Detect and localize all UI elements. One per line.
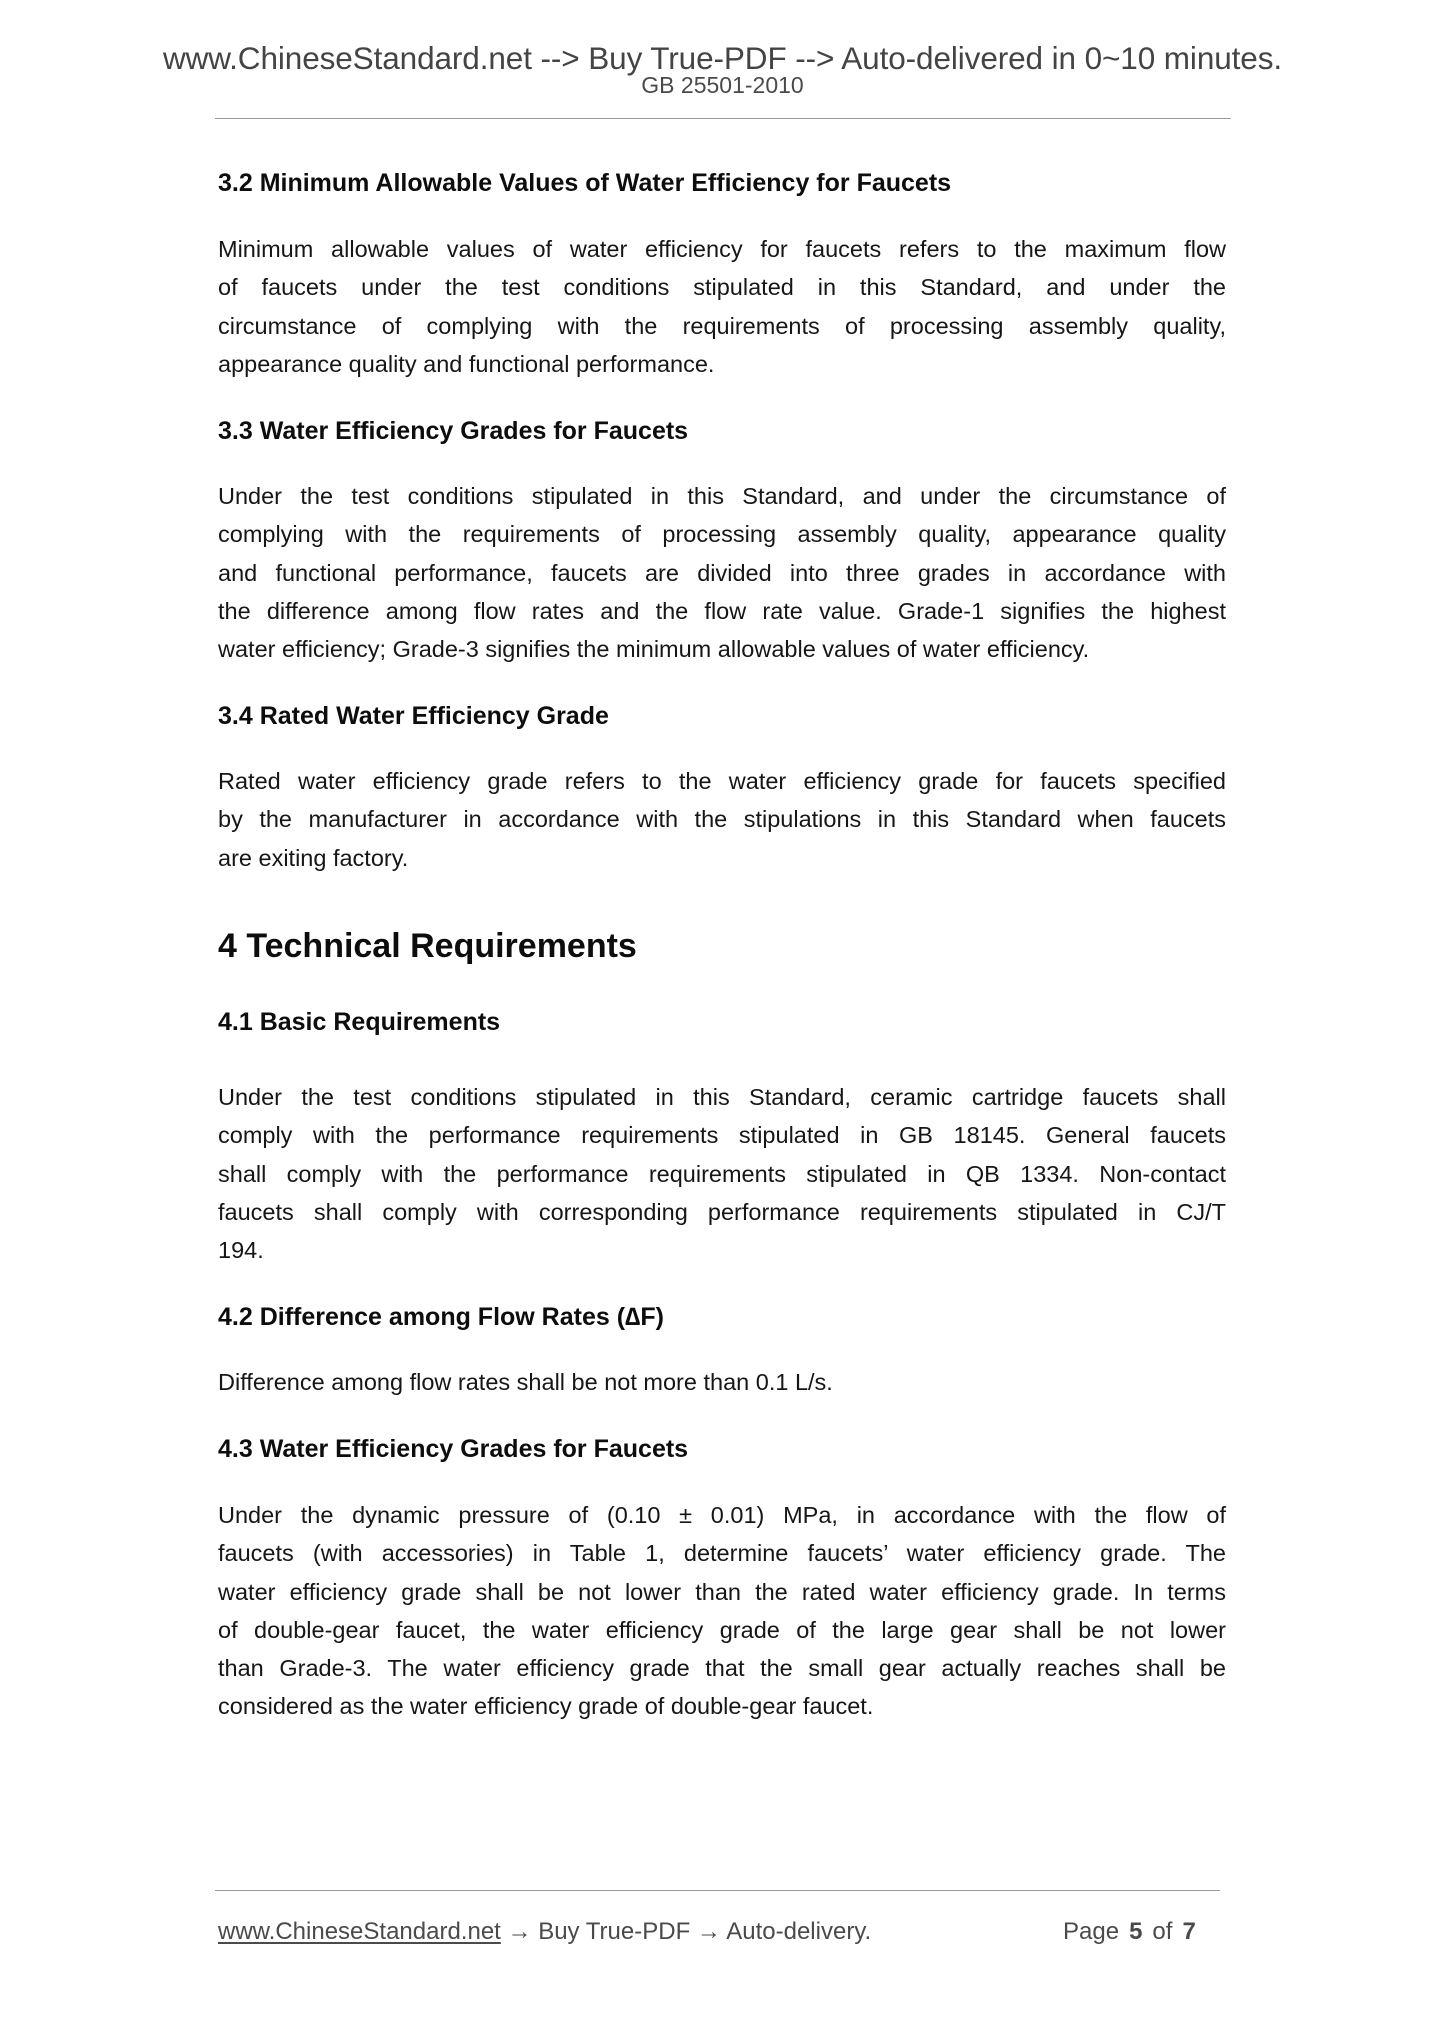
- text-line: 194.: [218, 1237, 264, 1264]
- heading-3-2: 3.2 Minimum Allowable Values of Water Efficiency for Faucets: [218, 169, 952, 197]
- arrow-right-icon: →: [507, 1918, 532, 1945]
- text-line: are exiting factory.: [218, 844, 409, 871]
- paragraph-4-1: [218, 1078, 1226, 1269]
- heading-4-2: 4.2 Difference among Flow Rates (∆F): [218, 1303, 664, 1331]
- text-line: than Grade-3. The water efficiency grade that the small gear actually reaches shall be: [218, 1655, 1226, 1682]
- standard-number: GB 25501-2010: [641, 72, 804, 98]
- heading-4-3: 4.3 Water Efficiency Grades for Faucets: [218, 1435, 689, 1463]
- text-line: Under the test conditions stipulated in this Standard, ceramic cartridge faucets shall: [218, 1084, 1226, 1110]
- text-line: considered as the water efficiency grade of double-gear faucet.: [218, 1693, 874, 1720]
- text-line: faucets shall comply with corresponding performance requirements stipulated in CJ/T: [218, 1198, 1226, 1225]
- footer-divider: [215, 1890, 1220, 1891]
- heading-4-1: 4.1 Basic Requirements: [218, 1008, 501, 1036]
- header-divider: [215, 118, 1231, 119]
- page-of-label: of: [1152, 1918, 1173, 1945]
- text-line: and functional performance, faucets are divided into three grades in accordance with: [218, 559, 1226, 586]
- text-line: water efficiency; Grade-3 signifies the minimum allowable values of water efficiency.: [218, 636, 1090, 663]
- paragraph-4-3: [218, 1496, 1226, 1726]
- text-line: the difference among flow rates and the flow rate value. Grade-1 signifies the highest: [218, 597, 1226, 624]
- text-line: shall comply with the performance requirements stipulated in QB 1334. Non-contact: [218, 1160, 1226, 1187]
- text-line: comply with the performance requirements stipulated in GB 18145. General faucets: [218, 1122, 1226, 1149]
- text-line: faucets (with accessories) in Table 1, determine faucets’ water efficiency grade. The: [218, 1540, 1226, 1567]
- paragraph-3-3: [218, 477, 1226, 668]
- footer-promo: [218, 1917, 871, 1947]
- heading-3-4: 3.4 Rated Water Efficiency Grade: [218, 702, 609, 730]
- heading-3-3: 3.3 Water Efficiency Grades for Faucets: [218, 417, 689, 445]
- header-banner: www.ChineseStandard.net --> Buy True-PDF --> Auto-delivered in 0~10 minutes.: [162, 40, 1283, 76]
- text-line: Rated water efficiency grade refers to the water efficiency grade for faucets specified: [218, 768, 1226, 794]
- arrow-right-icon: →: [696, 1918, 721, 1945]
- text-line: Difference among flow rates shall be not more than 0.1 L/s.: [218, 1369, 833, 1395]
- page-indicator: [1063, 1917, 1196, 1947]
- page-current: 5: [1129, 1918, 1143, 1945]
- footer-site-link[interactable]: www.ChineseStandard.net: [218, 1918, 501, 1945]
- page-total: 7: [1182, 1918, 1196, 1945]
- paragraph-3-4: [218, 762, 1226, 877]
- text-line: water efficiency grade shall be not lower than the rated water efficiency grade. In terms: [218, 1578, 1226, 1605]
- paragraph-4-2: [218, 1363, 1226, 1401]
- text-line: of faucets under the test conditions stipulated in this Standard, and under the: [218, 274, 1226, 301]
- paragraph-3-2: [218, 230, 1226, 383]
- footer-buy-text: Buy True-PDF: [538, 1918, 691, 1945]
- text-line: Under the test conditions stipulated in this Standard, and under the circumstance of: [218, 483, 1226, 509]
- text-line: complying with the requirements of processing assembly quality, appearance quality: [218, 521, 1226, 548]
- page-label: Page: [1063, 1918, 1120, 1945]
- text-line: Under the dynamic pressure of (0.10 ± 0.01) MPa, in accordance with the flow of: [218, 1502, 1226, 1528]
- heading-4: 4 Technical Requirements: [218, 927, 637, 965]
- text-line: of double-gear faucet, the water efficiency grade of the large gear shall be not lower: [218, 1616, 1226, 1643]
- text-line: by the manufacturer in accordance with the stipulations in this Standard when faucets: [218, 806, 1226, 833]
- text-line: appearance quality and functional performance.: [218, 350, 715, 377]
- footer-delivery-text: Auto-delivery.: [726, 1918, 872, 1945]
- text-line: Minimum allowable values of water efficiency for faucets refers to the maximum flow: [218, 236, 1226, 262]
- text-line: circumstance of complying with the requirements of processing assembly quality,: [218, 312, 1226, 339]
